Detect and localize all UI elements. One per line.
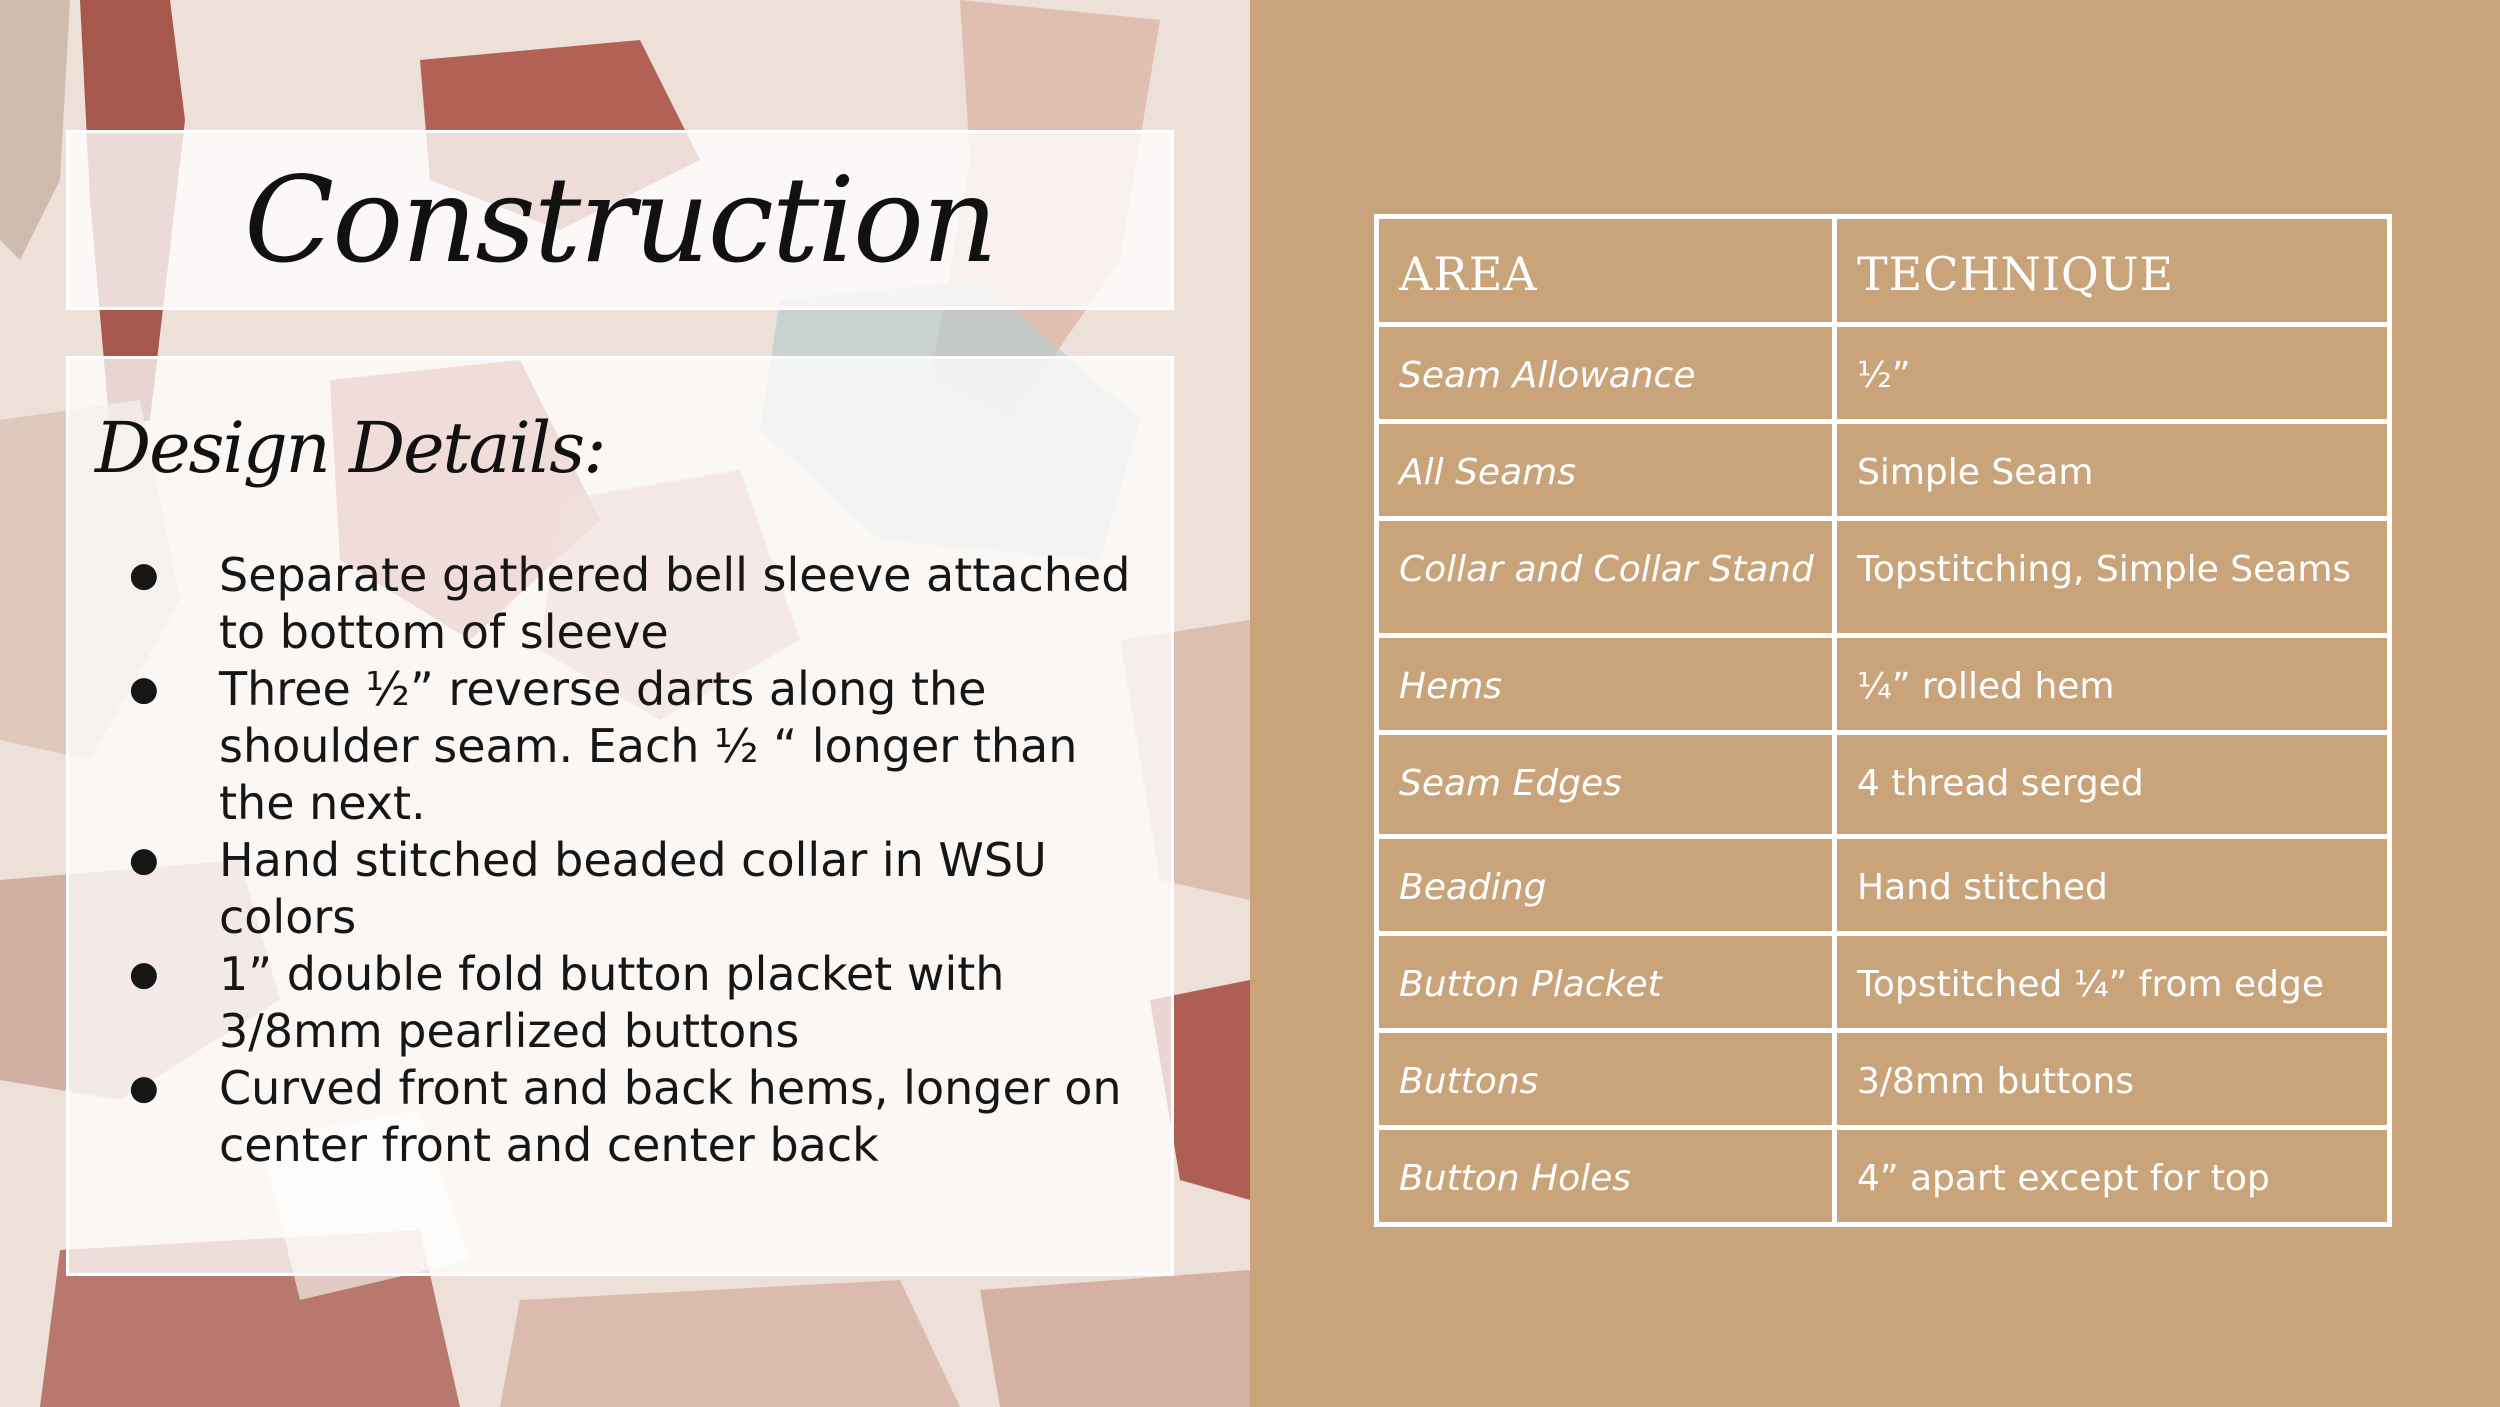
technique-cell: ½” bbox=[1835, 325, 2390, 422]
area-cell: Beading bbox=[1377, 837, 1835, 934]
area-cell: Button Holes bbox=[1377, 1128, 1835, 1225]
area-cell: Hems bbox=[1377, 636, 1835, 733]
bullet-icon: ● bbox=[129, 555, 159, 595]
table-row bbox=[1377, 325, 2390, 422]
table-row bbox=[1377, 1128, 2390, 1225]
design-details-list bbox=[129, 547, 1139, 1174]
table-row bbox=[1377, 422, 2390, 519]
area-cell: Buttons bbox=[1377, 1031, 1835, 1128]
list-item-text: Curved front and back hems, longer on center front and center back bbox=[219, 1061, 1122, 1172]
list-item-text: Separate gathered bell sleeve attached to bottom of sleeve bbox=[219, 548, 1131, 659]
table-row bbox=[1377, 934, 2390, 1031]
area-cell: Collar and Collar Stand bbox=[1377, 519, 1835, 636]
design-details-box bbox=[66, 356, 1174, 1276]
title-box bbox=[66, 130, 1174, 310]
technique-cell: Topstitched ¼” from edge bbox=[1835, 934, 2390, 1031]
list-item-text: Three ½” reverse darts along the shoulder seam. Each ½ “ longer than the next. bbox=[219, 662, 1078, 830]
list-item-text: Hand stitched beaded collar in WSU colors bbox=[219, 833, 1047, 944]
bullet-icon: ● bbox=[129, 1068, 159, 1108]
technique-cell: Topstitching, Simple Seams bbox=[1835, 519, 2390, 636]
area-cell: Button Placket bbox=[1377, 934, 1835, 1031]
list-item bbox=[129, 1060, 1139, 1174]
list-item bbox=[129, 832, 1139, 946]
technique-cell: 4 thread serged bbox=[1835, 733, 2390, 837]
header-technique: TECHNIQUE bbox=[1835, 217, 2390, 325]
area-cell: All Seams bbox=[1377, 422, 1835, 519]
technique-cell: Simple Seam bbox=[1835, 422, 2390, 519]
bullet-icon: ● bbox=[129, 954, 159, 994]
list-item bbox=[129, 946, 1139, 1060]
list-item bbox=[129, 547, 1139, 661]
list-item bbox=[129, 661, 1139, 832]
design-details-heading: Design Details: bbox=[95, 407, 605, 489]
technique-cell: ¼” rolled hem bbox=[1835, 636, 2390, 733]
table-row bbox=[1377, 519, 2390, 636]
bullet-icon: ● bbox=[129, 669, 159, 709]
table-row bbox=[1377, 837, 2390, 934]
list-item-text: 1” double fold button placket with 3/8mm pearlized buttons bbox=[219, 947, 1005, 1058]
technique-cell: Hand stitched bbox=[1835, 837, 2390, 934]
bullet-icon: ● bbox=[129, 840, 159, 880]
construction-table bbox=[1374, 214, 2392, 1227]
technique-cell: 4” apart except for top bbox=[1835, 1128, 2390, 1225]
table-header-row bbox=[1377, 217, 2390, 325]
area-cell: Seam Allowance bbox=[1377, 325, 1835, 422]
table-row bbox=[1377, 1031, 2390, 1128]
table-row bbox=[1377, 733, 2390, 837]
page-title: Construction bbox=[244, 151, 996, 289]
header-area: AREA bbox=[1377, 217, 1835, 325]
area-cell: Seam Edges bbox=[1377, 733, 1835, 837]
technique-cell: 3/8mm buttons bbox=[1835, 1031, 2390, 1128]
table-row bbox=[1377, 636, 2390, 733]
